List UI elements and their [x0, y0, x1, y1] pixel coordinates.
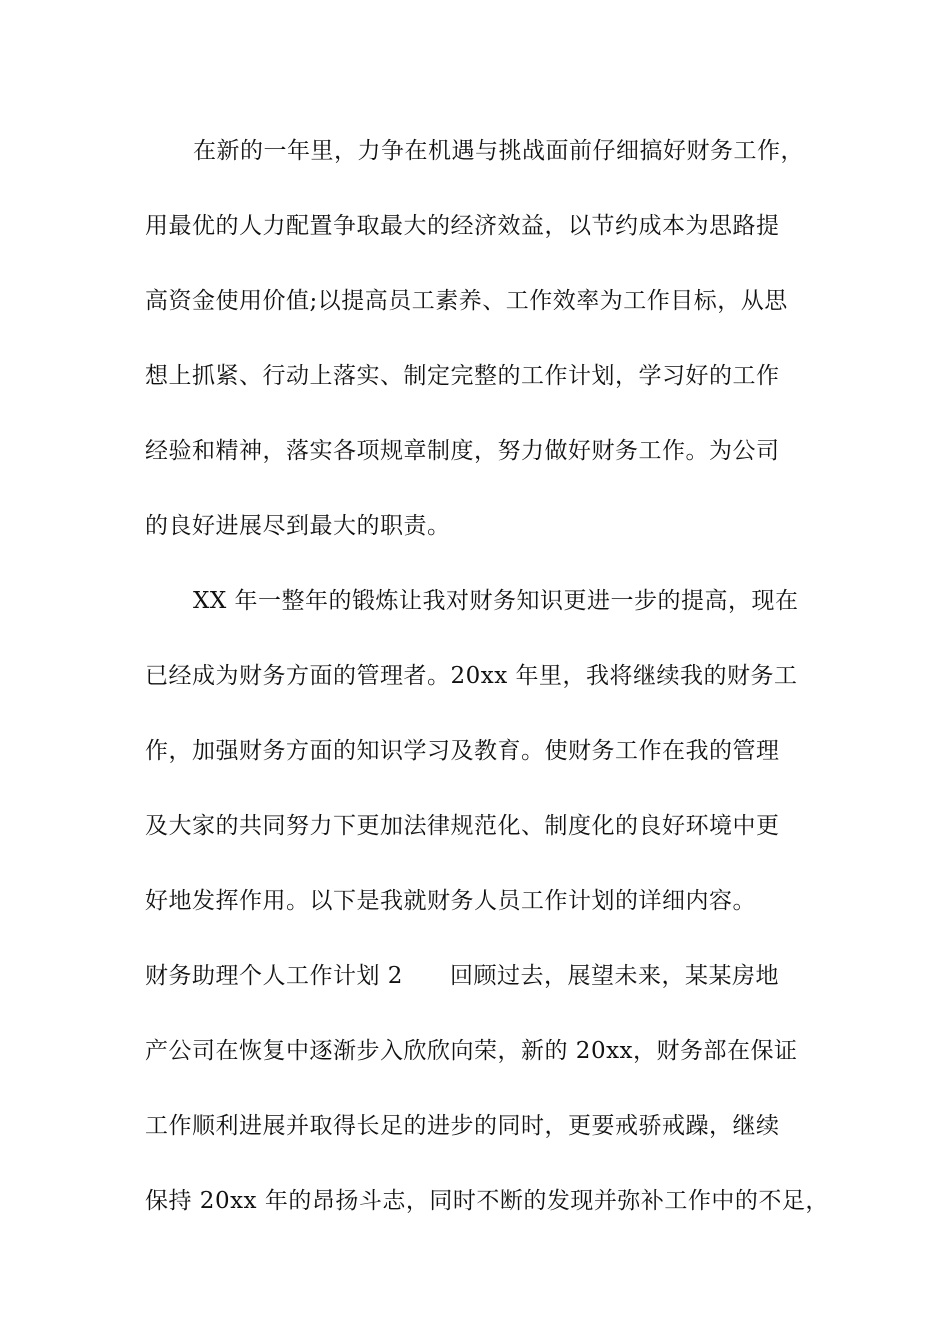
- text-line: 用最优的人力配置争取最大的经济效益，以节约成本为思路提: [145, 213, 780, 239]
- text-line: 产公司在恢复中逐渐步入欣欣向荣，新的 20xx，财务部在保证: [145, 1038, 798, 1064]
- text-line: 作，加强财务方面的知识学习及教育。使财务工作在我的管理: [145, 738, 780, 764]
- text-line: 财务助理个人工作计划 2 回顾过去，展望未来，某某房地: [145, 963, 779, 989]
- text-line: 保持 20xx 年的昂扬斗志，同时不断的发现并弥补工作中的不足，: [145, 1188, 829, 1214]
- text-line: 好地发挥作用。以下是我就财务人员工作计划的详细内容。: [145, 888, 756, 914]
- text-line: 工作顺利进展并取得长足的进步的同时，更要戒骄戒躁，继续: [145, 1113, 780, 1139]
- text-line: 的良好进展尽到最大的职责。: [145, 513, 451, 539]
- text-line: 想上抓紧、行动上落实、制定完整的工作计划，学习好的工作: [145, 363, 780, 389]
- text-line: 已经成为财务方面的管理者。20xx 年里，我将继续我的财务工: [145, 663, 798, 689]
- text-line: 高资金使用价值;以提高员工素养、工作效率为工作目标，从思: [145, 288, 788, 314]
- text-line: 在新的一年里，力争在机遇与挑战面前仔细搞好财务工作，: [193, 138, 804, 164]
- text-line: 及大家的共同努力下更加法律规范化、制度化的良好环境中更: [145, 813, 780, 839]
- text-line: 经验和精神，落实各项规章制度，努力做好财务工作。为公司: [145, 438, 780, 464]
- text-line: XX 年一整年的锻炼让我对财务知识更进一步的提高，现在: [193, 588, 799, 614]
